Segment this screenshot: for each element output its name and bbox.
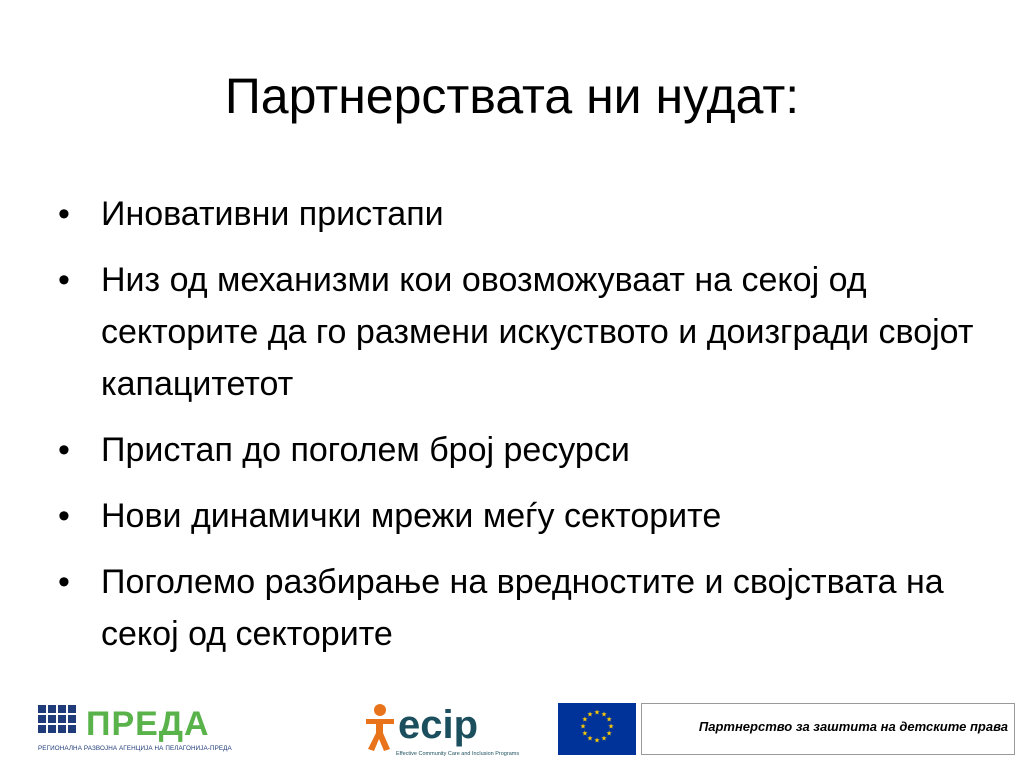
bullet-icon: • (58, 563, 70, 601)
svg-text:★: ★ (605, 715, 613, 724)
bullet-icon: • (58, 261, 70, 299)
svg-text:★: ★ (593, 736, 601, 745)
bullet-icon: • (58, 431, 70, 469)
bullet-text: Поголемо разбирање на вредностите и својствата на секој од секторите (101, 563, 944, 653)
preda-wordmark: ПРЕДА (86, 705, 210, 743)
svg-text:★: ★ (600, 734, 608, 743)
eu-flag-icon (558, 703, 636, 755)
person-figure-icon (364, 703, 400, 753)
svg-text:★: ★ (581, 715, 589, 724)
slide-title: Партнерствата ни нудат: (224, 68, 800, 124)
ecip-wordmark: ecip (398, 703, 479, 747)
ecip-logo (364, 701, 520, 763)
bullet-item (58, 188, 988, 240)
bullet-item (58, 556, 988, 660)
bullet-item (58, 254, 988, 410)
bullet-text: Иновативни пристапи (101, 195, 444, 233)
footer-logos (0, 695, 1024, 768)
preda-subtitle: РЕГИОНАЛНА РАЗВОЈНА АГЕНЦИЈА НА ПЕЛАГОНИЈА-ПРЕДА (38, 745, 232, 752)
svg-text:★: ★ (605, 729, 613, 738)
svg-text:★: ★ (607, 722, 615, 731)
svg-text:★: ★ (600, 710, 608, 719)
bullet-text: Низ од механизми кои овозможуваат на секој од секторите да го размени искуството и доизгради својот капацитетот (101, 261, 974, 403)
svg-text:★: ★ (586, 734, 594, 743)
svg-text:★: ★ (586, 710, 594, 719)
preda-logo (38, 701, 232, 757)
ecip-subtitle: Effective Community Care and Inclusion Programs (396, 751, 520, 757)
svg-text:★: ★ (593, 708, 601, 717)
tagline-text: Партнерство за заштита на детските права (698, 719, 1008, 734)
svg-text:★: ★ (579, 722, 587, 731)
svg-text:★: ★ (581, 729, 589, 738)
bullet-text: Нови динамички мрежи меѓу секторите (101, 497, 722, 535)
bullet-item (58, 424, 988, 476)
tagline-box (641, 703, 1015, 755)
bullet-icon: • (58, 195, 70, 233)
bullet-item (58, 490, 988, 542)
bullet-icon: • (58, 497, 70, 535)
bullet-text: Пристап до поголем број ресурси (101, 431, 630, 469)
preda-squares-icon (38, 701, 82, 741)
bullet-list (58, 188, 988, 674)
